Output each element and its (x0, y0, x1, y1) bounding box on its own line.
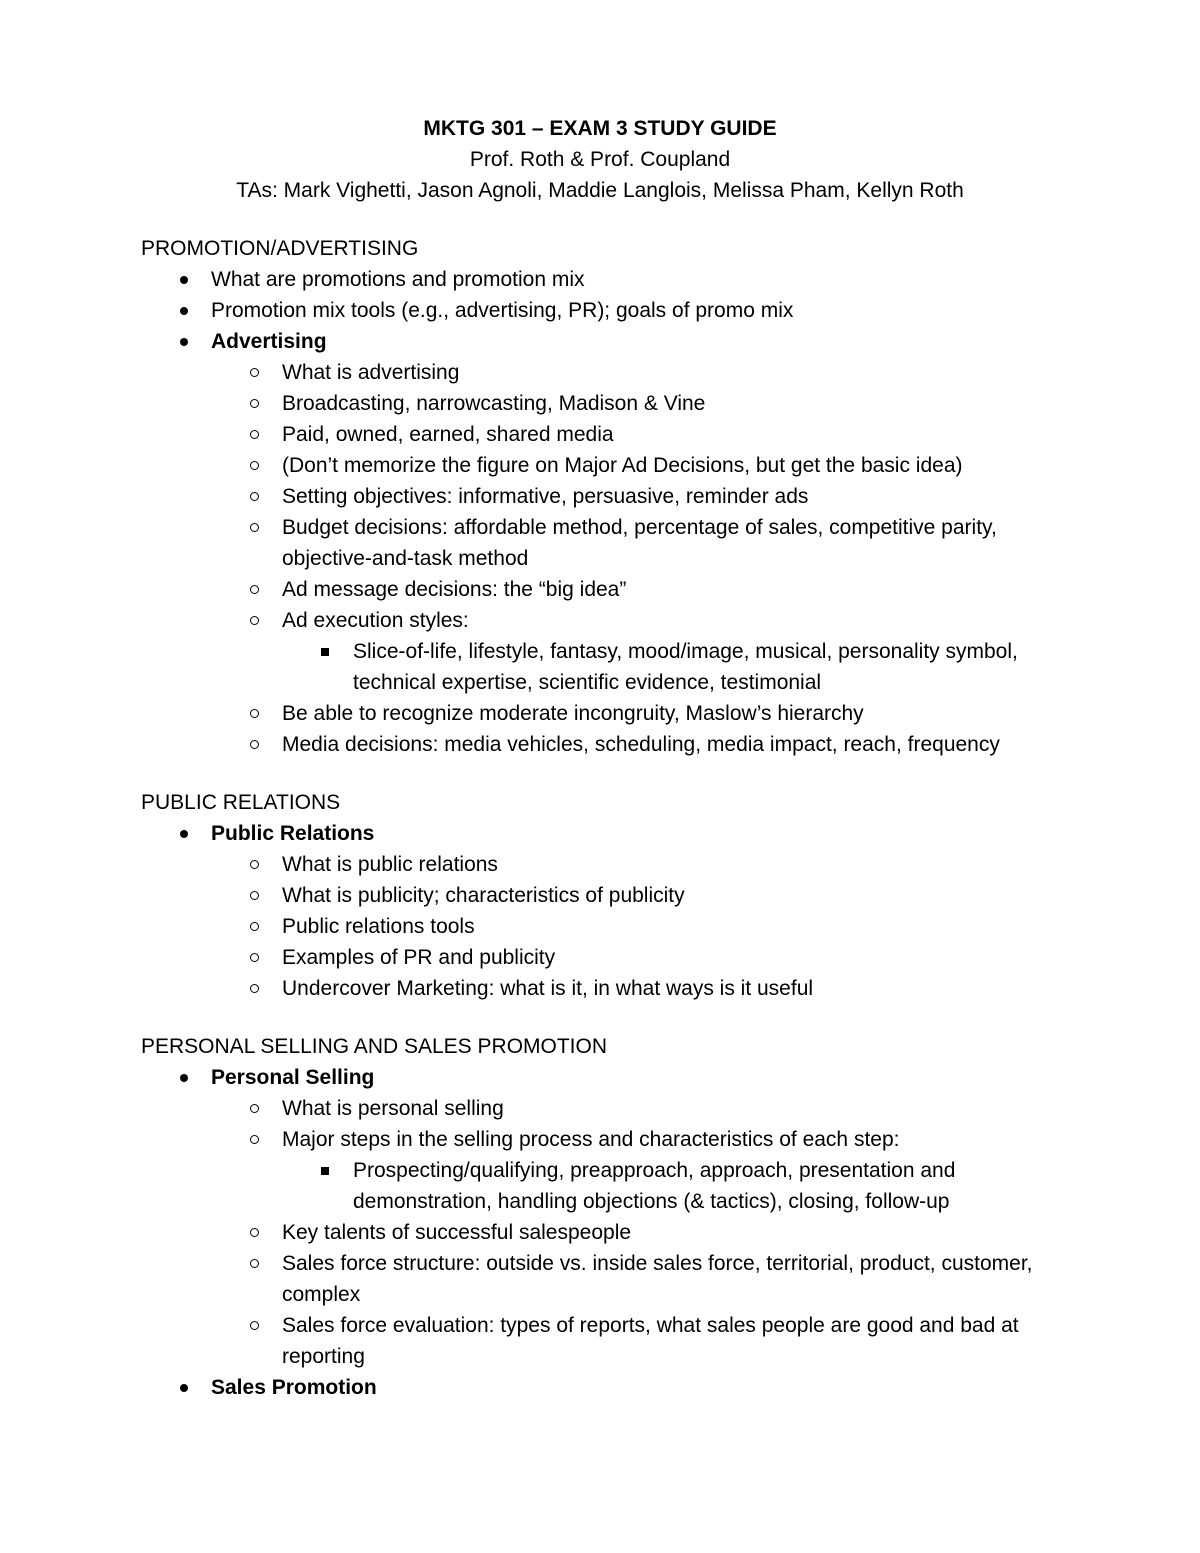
sub-list-item-text: Broadcasting, narrowcasting, Madison & Vine (282, 392, 706, 415)
sub-list-item-text: What is personal selling (282, 1097, 504, 1120)
sub-list-item (211, 481, 1061, 512)
bullet-disc-icon (180, 1384, 188, 1392)
sub-list-item-text: Setting objectives: informative, persuasive, reminder ads (282, 485, 809, 508)
bullet-square-icon (321, 648, 329, 656)
sub-list (211, 849, 1061, 1004)
list-item-text: What are promotions and promotion mix (211, 268, 585, 291)
bullet-circle-icon (250, 399, 259, 408)
bullet-circle-icon (250, 616, 259, 625)
sub-list-item (211, 880, 1061, 911)
bullet-circle-icon (250, 953, 259, 962)
sub-list-item-text: Ad execution styles: (282, 609, 469, 632)
sub-sub-list (282, 1155, 1061, 1217)
bullet-circle-icon (250, 740, 259, 749)
bullet-circle-icon (250, 492, 259, 501)
bullet-circle-icon (250, 1321, 259, 1330)
list-item-text: Advertising (211, 330, 327, 353)
sub-list-item-text: Budget decisions: affordable method, percentage of sales, competitive parity, objective-and-task method (282, 516, 997, 570)
section-heading: PERSONAL SELLING AND SALES PROMOTION (141, 1035, 608, 1058)
bullet-circle-icon (250, 368, 259, 377)
sub-list-item (211, 1093, 1061, 1124)
bullet-circle-icon (250, 523, 259, 532)
sub-list-item-text: (Don’t memorize the figure on Major Ad Decisions, but get the basic idea) (282, 454, 963, 477)
sub-list-item (211, 911, 1061, 942)
bullet-circle-icon (250, 709, 259, 718)
sub-list-item (211, 973, 1061, 1004)
bullet-circle-icon (250, 891, 259, 900)
sub-list-item (211, 1310, 1061, 1372)
sub-list-item-text: What is public relations (282, 853, 498, 876)
sub-list-item-text: Public relations tools (282, 915, 475, 938)
sub-list-item-text: Major steps in the selling process and characteristics of each step: (282, 1128, 900, 1151)
bullet-disc-icon (180, 307, 188, 315)
bullet-circle-icon (250, 461, 259, 470)
section-heading: PROMOTION/ADVERTISING (141, 237, 419, 260)
bullet-disc-icon (180, 276, 188, 284)
sub-list-item (211, 357, 1061, 388)
sub-sub-list (282, 636, 1061, 698)
sub-list-item-text: Sales force evaluation: types of reports, what sales people are good and bad at reporting (282, 1314, 1019, 1368)
bullet-disc-icon (180, 338, 188, 346)
section-personal-selling-sales-promotion (141, 1031, 1061, 1403)
sub-list-item-text: Ad message decisions: the “big idea” (282, 578, 627, 601)
sub-sub-list-item-text: Prospecting/qualifying, preapproach, approach, presentation and demonstration, handling objections (& tactics), closing, follow-up (353, 1159, 956, 1213)
sub-list-item-text: Be able to recognize moderate incongruity, Maslow’s hierarchy (282, 702, 864, 725)
list-item-personal-selling (141, 1062, 1061, 1372)
list-item-text: Public Relations (211, 822, 375, 845)
sub-list-item (211, 450, 1061, 481)
sub-list-item-text: What is publicity; characteristics of publicity (282, 884, 685, 907)
bullet-circle-icon (250, 1135, 259, 1144)
sub-list-item-selling-steps (211, 1124, 1061, 1217)
sub-list-item-text: Undercover Marketing: what is it, in what ways is it useful (282, 977, 814, 1000)
sub-list-item-text: What is advertising (282, 361, 460, 384)
document-header (0, 113, 1200, 206)
sub-list-item (211, 388, 1061, 419)
sub-list (211, 357, 1061, 760)
bullet-disc-icon (180, 830, 188, 838)
section-heading: PUBLIC RELATIONS (141, 791, 341, 814)
sub-sub-list-item (282, 1155, 1061, 1217)
sub-list-item (211, 729, 1061, 760)
bullet-circle-icon (250, 1259, 259, 1268)
professors-line: Prof. Roth & Prof. Coupland (469, 148, 731, 171)
bullet-circle-icon (250, 1104, 259, 1113)
bullet-circle-icon (250, 585, 259, 594)
document-body (141, 233, 1061, 1403)
bullet-list (141, 1062, 1061, 1403)
bullet-circle-icon (250, 1228, 259, 1237)
list-item-text: Promotion mix tools (e.g., advertising, PR); goals of promo mix (211, 299, 794, 322)
sub-list-item (211, 574, 1061, 605)
bullet-circle-icon (250, 430, 259, 439)
list-item-public-relations (141, 818, 1061, 1004)
sub-list-item (211, 1217, 1061, 1248)
sub-list-item (211, 512, 1061, 574)
bullet-circle-icon (250, 984, 259, 993)
tas-line: TAs: Mark Vighetti, Jason Agnoli, Maddie Langlois, Melissa Pham, Kellyn Roth (236, 179, 964, 202)
sub-list-item-text: Paid, owned, earned, shared media (282, 423, 614, 446)
bullet-circle-icon (250, 922, 259, 931)
document-title: MKTG 301 – EXAM 3 STUDY GUIDE (423, 117, 777, 140)
sub-sub-list-item (282, 636, 1061, 698)
sub-list-item (211, 942, 1061, 973)
list-item-advertising (141, 326, 1061, 760)
sub-list-item (211, 849, 1061, 880)
list-item-text: Sales Promotion (211, 1376, 377, 1399)
list-item (141, 295, 1061, 326)
section-public-relations (141, 787, 1061, 1004)
sub-list-item-text: Media decisions: media vehicles, scheduling, media impact, reach, frequency (282, 733, 1000, 756)
sub-list-item-execution-styles (211, 605, 1061, 698)
list-item-text: Personal Selling (211, 1066, 375, 1089)
sub-list-item (211, 419, 1061, 450)
list-item-sales-promotion (141, 1372, 1061, 1403)
sub-list-item-text: Examples of PR and publicity (282, 946, 556, 969)
sub-list (211, 1093, 1061, 1372)
sub-sub-list-item-text: Slice-of-life, lifestyle, fantasy, mood/image, musical, personality symbol, technical expertise, scientific evidence, testimonial (353, 640, 1018, 694)
sub-list-item-text: Sales force structure: outside vs. inside sales force, territorial, product, customer, complex (282, 1252, 1033, 1306)
bullet-list (141, 264, 1061, 760)
bullet-disc-icon (180, 1074, 188, 1082)
sub-list-item (211, 698, 1061, 729)
sub-list-item (211, 1248, 1061, 1310)
bullet-circle-icon (250, 860, 259, 869)
list-item (141, 264, 1061, 295)
bullet-square-icon (321, 1167, 329, 1175)
section-promotion-advertising (141, 233, 1061, 760)
sub-list-item-text: Key talents of successful salespeople (282, 1221, 632, 1244)
bullet-list (141, 818, 1061, 1004)
